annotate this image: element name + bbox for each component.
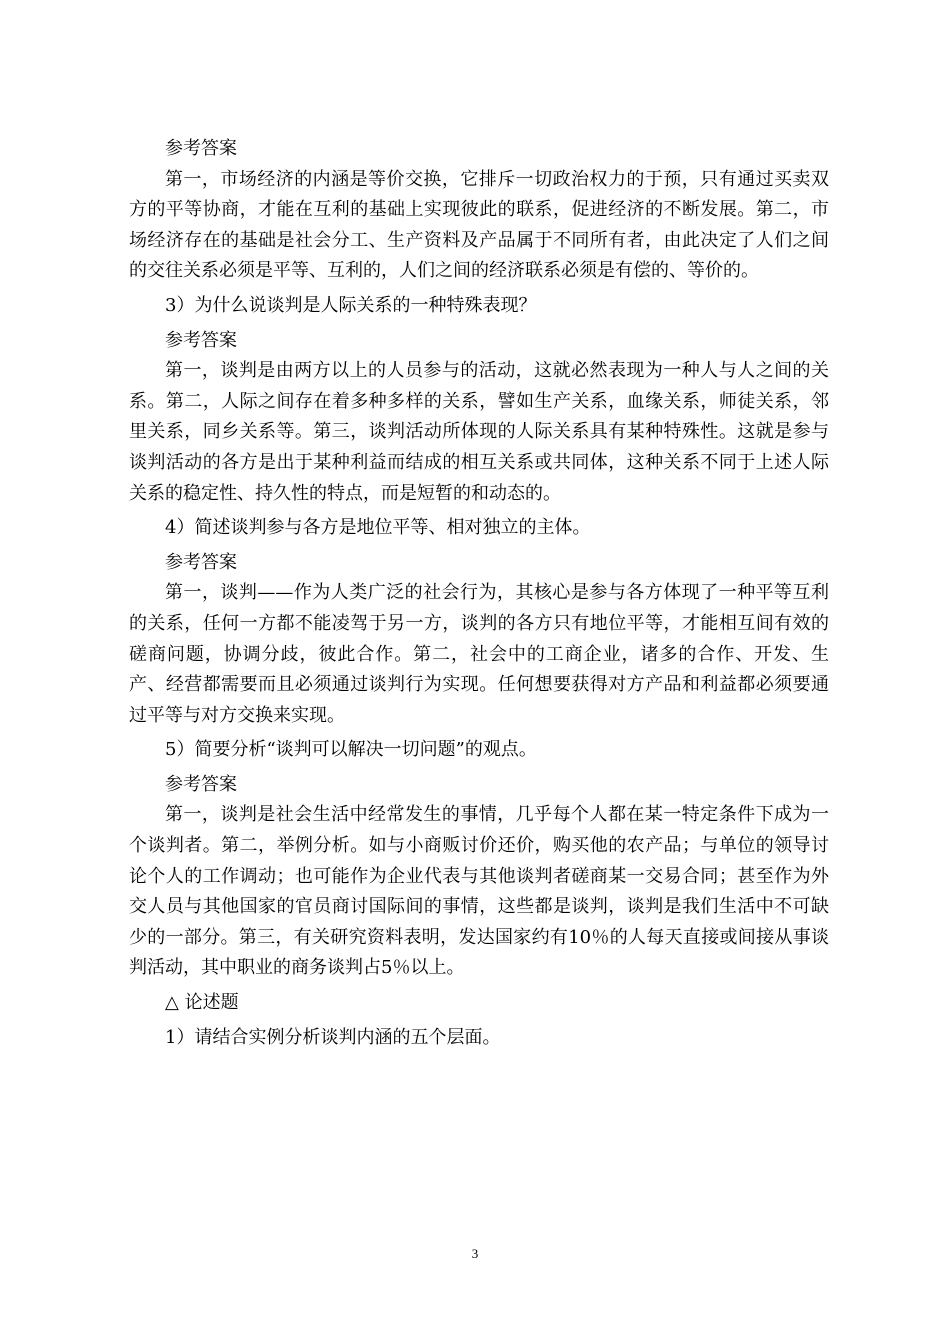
answer-paragraph: 第一，谈判是由两方以上的人员参与的活动，这就必然表现为一种人与人之间的关系。第二，人际之间存在着多种多样的关系，譬如生产关系，血缘关系，师徒关系，邻里关系，同乡关系等。第三，谈判活动所体现的人际关系具有某种特殊性。这就是参与谈判活动的各方是出于某种利益而结成的相互关系或共同体，这种关系不同于上述人际关系的稳定性、持久性的特点，而是短暂的和动态的。 (129, 360, 829, 504)
answer-label: 参考答案 (165, 329, 237, 351)
answer-paragraph: 第一，谈判——作为人类广泛的社会行为，其核心是参与各方体现了一种平等互利的关系，任何一方都不能凌驾于另一方，谈判的各方只有地位平等，才能相互间有效的磋商问题，协调分歧，彼此合作。第二，社会中的工商企业，诸多的合作、开发、生产、经营都需要而且必须通过谈判行为实现。任何想要获得对方产品和利益都必须要通过平等与对方交换来实现。 (129, 582, 829, 726)
question-heading: 4）简述谈判参与各方是地位平等、相对独立的主体。 (165, 517, 591, 539)
answer-label: 参考答案 (165, 138, 237, 159)
section-heading: △ 论述题 (165, 992, 239, 1014)
question-heading: 3）为什么说谈判是人际关系的一种特殊表现？ (165, 294, 537, 316)
question-heading: 5）简要分析“谈判可以解决一切问题”的观点。 (165, 739, 537, 761)
document-body (129, 134, 829, 1057)
page-number: 3 (471, 1246, 479, 1261)
question-heading: 1）请结合实例分析谈判内涵的五个层面。 (165, 1026, 501, 1048)
answer-paragraph: 第一，市场经济的内涵是等价交换，它排斥一切政治权力的于预，只有通过买卖双方的平等协商，才能在互利的基础上实现彼此的联系，促进经济的不断发展。第二，市场经济存在的基础是社会分工、生产资料及产品属于不同所有者，由此决定了人们之间的交往关系必须是平等、互利的，人们之间的经济联系必须是有偿的、等价的。 (129, 168, 829, 282)
answer-label: 参考答案 (165, 773, 237, 795)
answer-paragraph: 第一，谈判是社会生活中经常发生的事情，几乎每个人都在某一特定条件下成为一个谈判者。第二，举例分析。如与小商贩讨价还价，购买他的农产品；与单位的领导讨论个人的工作调动；也可能作为企业代表与其他谈判者磋商某一交易合同；甚至作为外交人员与其他国家的官员商讨国际间的事情，这些都是谈判，谈判是我们生活中不可缺少的一部分。第三，有关研究资料表明，发达国家约有10％的人每天直接或间接从事谈判活动，其中职业的商务谈判占5％以上。 (129, 804, 829, 979)
answer-label: 参考答案 (165, 551, 237, 573)
